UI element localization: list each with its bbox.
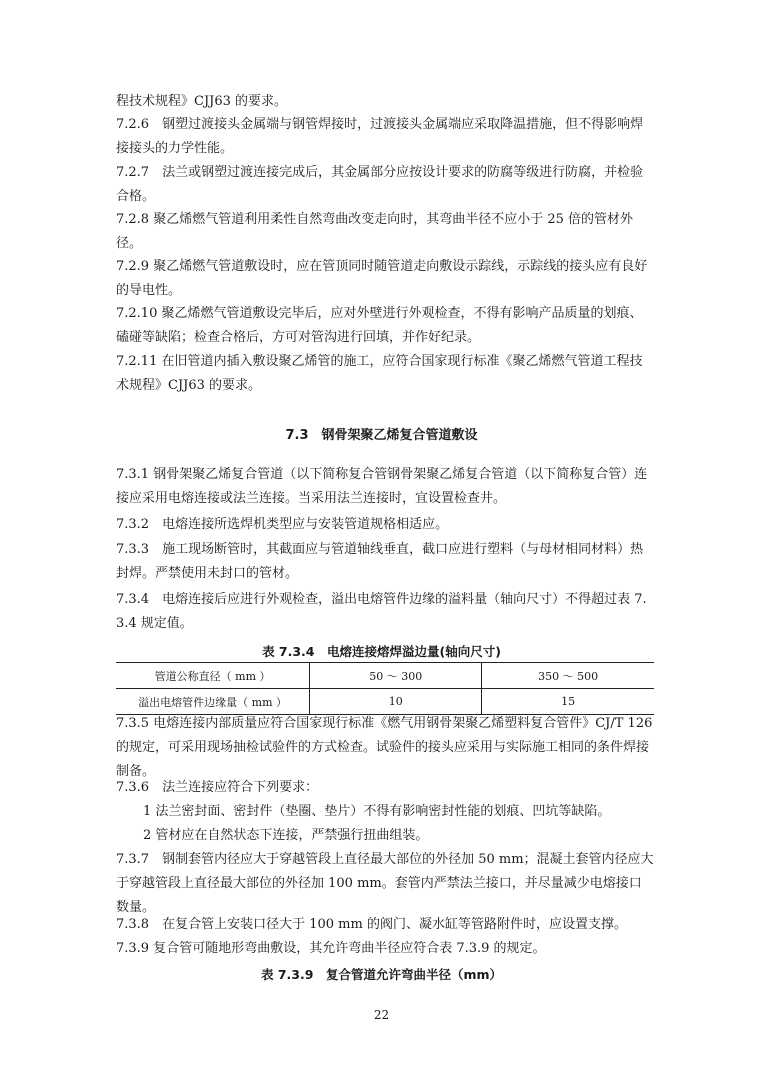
section-heading-7-3: 7.3 钢骨架聚乙烯复合管道敷设 [285, 428, 478, 443]
paragraph-7-2-11: 7.2.11 在旧管道内插入敷设聚乙烯管的施工，应符合国家现行标准《聚乙烯燃气管道工程技术规程》CJJ63 的要求。 [116, 354, 643, 393]
table-7-3-4 [116, 662, 654, 715]
list-item-7-3-6-2: 2 管材应在自然状态下连接，严禁强行扭曲组装。 [143, 828, 429, 843]
paragraph-7-3-6: 7.3.6 法兰连接应符合下列要求： [116, 780, 319, 795]
table-7-3-9-title: 表 7.3.9 复合管道允许弯曲半径（mm） [261, 967, 502, 982]
paragraph-7-2-7: 7.2.7 法兰或钢塑过渡连接完成后，其金属部分应按设计要求的防腐等级进行防腐，并检验合格。 [116, 165, 644, 204]
paragraph-7-3-5: 7.3.5 电熔连接内部质量应符合国家现行标准《燃气用钢骨架聚乙烯塑料复合管件》CJ/T 126 的规定，可采用现场抽检试验件的方式检查。试验件的接头应采用与实际施工相同的条件焊接制备。 [116, 716, 653, 779]
table-cell: 15 [482, 689, 654, 715]
table-cell: 10 [310, 689, 482, 715]
paragraph-7-2-8: 7.2.8 聚乙烯燃气管道利用柔性自然弯曲改变走向时，其弯曲半径不应小于 25 倍的管材外径。 [116, 212, 634, 251]
paragraph-7-3-9: 7.3.9 复合管可随地形弯曲敷设，其允许弯曲半径应符合表 7.3.9 的规定。 [116, 941, 546, 956]
table-cell: 50 ～ 300 [310, 663, 482, 689]
paragraph-7-3-1: 7.3.1 钢骨架聚乙烯复合管道（以下简称复合管钢骨架聚乙烯复合管道（以下简称复合管）连接应采用电熔连接或法兰连接。当采用法兰连接时，宜设置检查井。 [116, 467, 648, 506]
table-cell: 管道公称直径（ mm ） [116, 663, 310, 689]
paragraph-7-3-3: 7.3.3 施工现场断管时，其截面应与管道轴线垂直，截口应进行塑料（与母材相同材料）热封焊。严禁使用未封口的管材。 [116, 542, 644, 581]
page-number: 22 [373, 1008, 390, 1022]
paragraph-7-3-2: 7.3.2 电熔连接所选焊机类型应与安装管道规格相适应。 [116, 517, 449, 532]
table-row [116, 689, 654, 715]
paragraph-7-2-9: 7.2.9 聚乙烯燃气管道敷设时，应在管顶同时随管道走向敷设示踪线，示踪线的接头应有良好的导电性。 [116, 259, 648, 298]
paragraph-7-2-6: 7.2.6 钢塑过渡接头金属端与钢管焊接时，过渡接头金属端应采取降温措施，但不得影响焊接接头的力学性能。 [116, 117, 644, 156]
paragraph-7-2-10: 7.2.10 聚乙烯燃气管道敷设完毕后，应对外壁进行外观检查，不得有影响产品质量的划痕、磕碰等缺陷；检查合格后，方可对管沟进行回填，并作好纪录。 [116, 306, 643, 345]
table-7-3-4-title: 表 7.3.4 电熔连接熔焊溢边量(轴向尺寸) [262, 644, 501, 659]
paragraph-7-3-4: 7.3.4 电熔连接后应进行外观检查，溢出电熔管件边缘的溢料量（轴向尺寸）不得超过表 7.3.4 规定值。 [116, 592, 647, 631]
list-item-7-3-6-1: 1 法兰密封面、密封件（垫圈、垫片）不得有影响密封性能的划痕、凹坑等缺陷。 [143, 804, 611, 819]
paragraph-7-3-8: 7.3.8 在复合管上安装口径大于 100 mm 的阀门、凝水缸等管路附件时，应设置支撑。 [116, 917, 627, 932]
table-row [116, 663, 654, 689]
paragraph-cjj63-continuation: 程技术规程》CJJ63 的要求。 [116, 94, 288, 109]
paragraph-7-3-7: 7.3.7 钢制套管内径应大于穿越管段上直径最大部位的外径加 50 mm；混凝土套管内径应大于穿越管段上直径最大部位的外径加 100 mm。套管内严禁法兰接口，并尽量减少电熔接口数量。 [116, 852, 654, 915]
table-cell: 溢出电熔管件边缘量（ mm ） [116, 689, 310, 715]
table-cell: 350 ～ 500 [482, 663, 654, 689]
